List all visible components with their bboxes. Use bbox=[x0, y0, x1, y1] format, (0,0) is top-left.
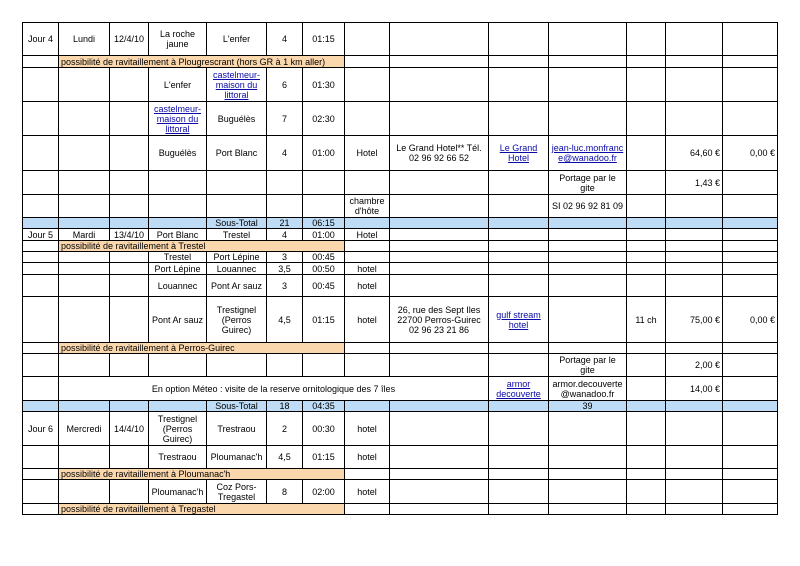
portage-label: Portage par le gite bbox=[549, 354, 627, 377]
table-row bbox=[23, 343, 778, 354]
stage-time: 00:30 bbox=[303, 412, 345, 446]
stage-from: Trestignel (Perros Guirec) bbox=[149, 412, 207, 446]
resupply-note: possibilité de ravitaillement à Plougrescrant (hors GR à 1 km aller) bbox=[59, 56, 345, 68]
stage-km: 2 bbox=[267, 412, 303, 446]
subtotal-km: 21 bbox=[267, 218, 303, 229]
lodging-type: hotel bbox=[345, 446, 390, 469]
stage-to: Louannec bbox=[207, 263, 267, 275]
stage-km: 6 bbox=[267, 68, 303, 102]
stage-to: Port Lépine bbox=[207, 252, 267, 263]
table-row bbox=[23, 297, 778, 343]
stage-to: Pont Ar sauz bbox=[207, 275, 267, 297]
stage-from: Buguélès bbox=[149, 136, 207, 171]
lodging-type: hotel bbox=[345, 275, 390, 297]
stage-from-link[interactable]: castelmeur-maison du littoral bbox=[153, 103, 201, 134]
stage-time: 02:00 bbox=[303, 480, 345, 504]
date: 14/4/10 bbox=[110, 412, 149, 446]
date: 12/4/10 bbox=[110, 23, 149, 56]
table-row bbox=[23, 446, 778, 469]
subtotal-time: 04:35 bbox=[303, 401, 345, 412]
itinerary-table bbox=[22, 22, 778, 515]
stage-km: 4,5 bbox=[267, 446, 303, 469]
option-price: 14,00 € bbox=[666, 377, 723, 401]
stage-time: 01:15 bbox=[303, 297, 345, 343]
table-row bbox=[23, 171, 778, 195]
weekday: Mercredi bbox=[59, 412, 110, 446]
stage-km: 4,5 bbox=[267, 297, 303, 343]
day-label: Jour 6 bbox=[23, 412, 59, 446]
lodging-type: hotel bbox=[345, 480, 390, 504]
subtotal-time: 06:15 bbox=[303, 218, 345, 229]
subtotal-label: Sous-Total bbox=[207, 401, 267, 412]
stage-from: L'enfer bbox=[149, 68, 207, 102]
table-row bbox=[23, 469, 778, 480]
si-phone: SI 02 96 92 81 09 bbox=[549, 195, 627, 218]
subtotal-km: 18 bbox=[267, 401, 303, 412]
day-label: Jour 5 bbox=[23, 229, 59, 241]
weekday: Mardi bbox=[59, 229, 110, 241]
extra-price: 0,00 € bbox=[723, 297, 778, 343]
price: 75,00 € bbox=[666, 297, 723, 343]
table-row bbox=[23, 241, 778, 252]
lodging-type: hotel bbox=[345, 297, 390, 343]
stage-to-link[interactable]: castelmeur-maison du littoral bbox=[212, 69, 260, 100]
stage-km: 3 bbox=[267, 275, 303, 297]
table-row bbox=[23, 412, 778, 446]
stage-time: 01:15 bbox=[303, 23, 345, 56]
table-row bbox=[23, 263, 778, 275]
stage-to: Trestel bbox=[207, 229, 267, 241]
resupply-note: possibilité de ravitaillement à Perros-Guirec bbox=[59, 343, 345, 354]
stage-to: L'enfer bbox=[207, 23, 267, 56]
stage-km: 4 bbox=[267, 23, 303, 56]
day-label: Jour 4 bbox=[23, 23, 59, 56]
extra-price: 0,00 € bbox=[723, 136, 778, 171]
stage-km: 4 bbox=[267, 136, 303, 171]
option-link[interactable]: armor decouverte bbox=[496, 378, 541, 399]
stage-to: Buguélès bbox=[207, 102, 267, 136]
stage-km: 3 bbox=[267, 252, 303, 263]
table-row bbox=[23, 275, 778, 297]
stage-time: 01:00 bbox=[303, 229, 345, 241]
stage-from: Ploumanac'h bbox=[149, 480, 207, 504]
stage-time: 01:30 bbox=[303, 68, 345, 102]
room-count: 11 ch bbox=[627, 297, 666, 343]
lodging-type: hotel bbox=[345, 412, 390, 446]
stage-to: Trestraou bbox=[207, 412, 267, 446]
stage-time: 00:45 bbox=[303, 252, 345, 263]
stage-km: 7 bbox=[267, 102, 303, 136]
stage-time: 01:00 bbox=[303, 136, 345, 171]
lodging-type: hotel bbox=[345, 263, 390, 275]
stage-to: Trestignel (Perros Guirec) bbox=[207, 297, 267, 343]
table-row bbox=[23, 102, 778, 136]
table-row bbox=[23, 195, 778, 218]
stage-time: 02:30 bbox=[303, 102, 345, 136]
subtotal-row bbox=[23, 218, 778, 229]
portage-price: 2,00 € bbox=[666, 354, 723, 377]
date: 13/4/10 bbox=[110, 229, 149, 241]
stage-from: Trestraou bbox=[149, 446, 207, 469]
stage-to: Coz Pors-Tregastel bbox=[207, 480, 267, 504]
table-row bbox=[23, 354, 778, 377]
subtotal-label: Sous-Total bbox=[207, 218, 267, 229]
table-row bbox=[23, 504, 778, 515]
resupply-note: possibilité de ravitaillement à Ploumanac'h bbox=[59, 469, 345, 480]
price: 64,60 € bbox=[666, 136, 723, 171]
weekday: Lundi bbox=[59, 23, 110, 56]
stage-km: 3,5 bbox=[267, 263, 303, 275]
lodging-name-link[interactable]: gulf stream hotel bbox=[496, 309, 541, 330]
stage-time: 01:15 bbox=[303, 446, 345, 469]
lodging-type: chambre d'hôte bbox=[345, 195, 390, 218]
option-text: En option Méteo : visite de la reserve ornitologique des 7 îles bbox=[59, 377, 489, 401]
stage-time: 00:45 bbox=[303, 275, 345, 297]
table-row bbox=[23, 136, 778, 171]
resupply-note: possibilité de ravitaillement à Trestel bbox=[59, 241, 345, 252]
resupply-note: possibilité de ravitaillement à Tregastel bbox=[59, 504, 345, 515]
stage-time: 00:50 bbox=[303, 263, 345, 275]
stage-to: Port Blanc bbox=[207, 136, 267, 171]
portage-price: 1,43 € bbox=[666, 171, 723, 195]
stage-km: 8 bbox=[267, 480, 303, 504]
code-39: 39 bbox=[549, 401, 627, 412]
lodging-email-link[interactable]: jean-luc.monfrance@wanadoo.fr bbox=[551, 143, 624, 163]
stage-from: Port Lépine bbox=[149, 263, 207, 275]
subtotal-row bbox=[23, 401, 778, 412]
portage-label: Portage par le gite bbox=[549, 171, 627, 195]
stage-km: 4 bbox=[267, 229, 303, 241]
table-row bbox=[23, 23, 778, 56]
table-row bbox=[23, 68, 778, 102]
table-row bbox=[23, 229, 778, 241]
table-row bbox=[23, 377, 778, 401]
table-row bbox=[23, 56, 778, 68]
lodging-address: Le Grand Hotel** Tél. 02 96 92 66 52 bbox=[390, 136, 489, 171]
lodging-type: Hotel bbox=[345, 136, 390, 171]
stage-from: Louannec bbox=[149, 275, 207, 297]
stage-to: Ploumanac'h bbox=[207, 446, 267, 469]
lodging-address: 26, rue des Sept Iles 22700 Perros-Guirec 02 96 23 21 86 bbox=[390, 297, 489, 343]
stage-from: Trestel bbox=[149, 252, 207, 263]
stage-from: Pont Ar sauz bbox=[149, 297, 207, 343]
option-email: armor.decouverte@wanadoo.fr bbox=[549, 377, 627, 401]
table-row bbox=[23, 252, 778, 263]
lodging-name-link[interactable]: Le Grand Hotel bbox=[499, 143, 538, 163]
table-row bbox=[23, 480, 778, 504]
lodging-type: Hotel bbox=[345, 229, 390, 241]
stage-from: Port Blanc bbox=[149, 229, 207, 241]
stage-from: La roche jaune bbox=[149, 23, 207, 56]
